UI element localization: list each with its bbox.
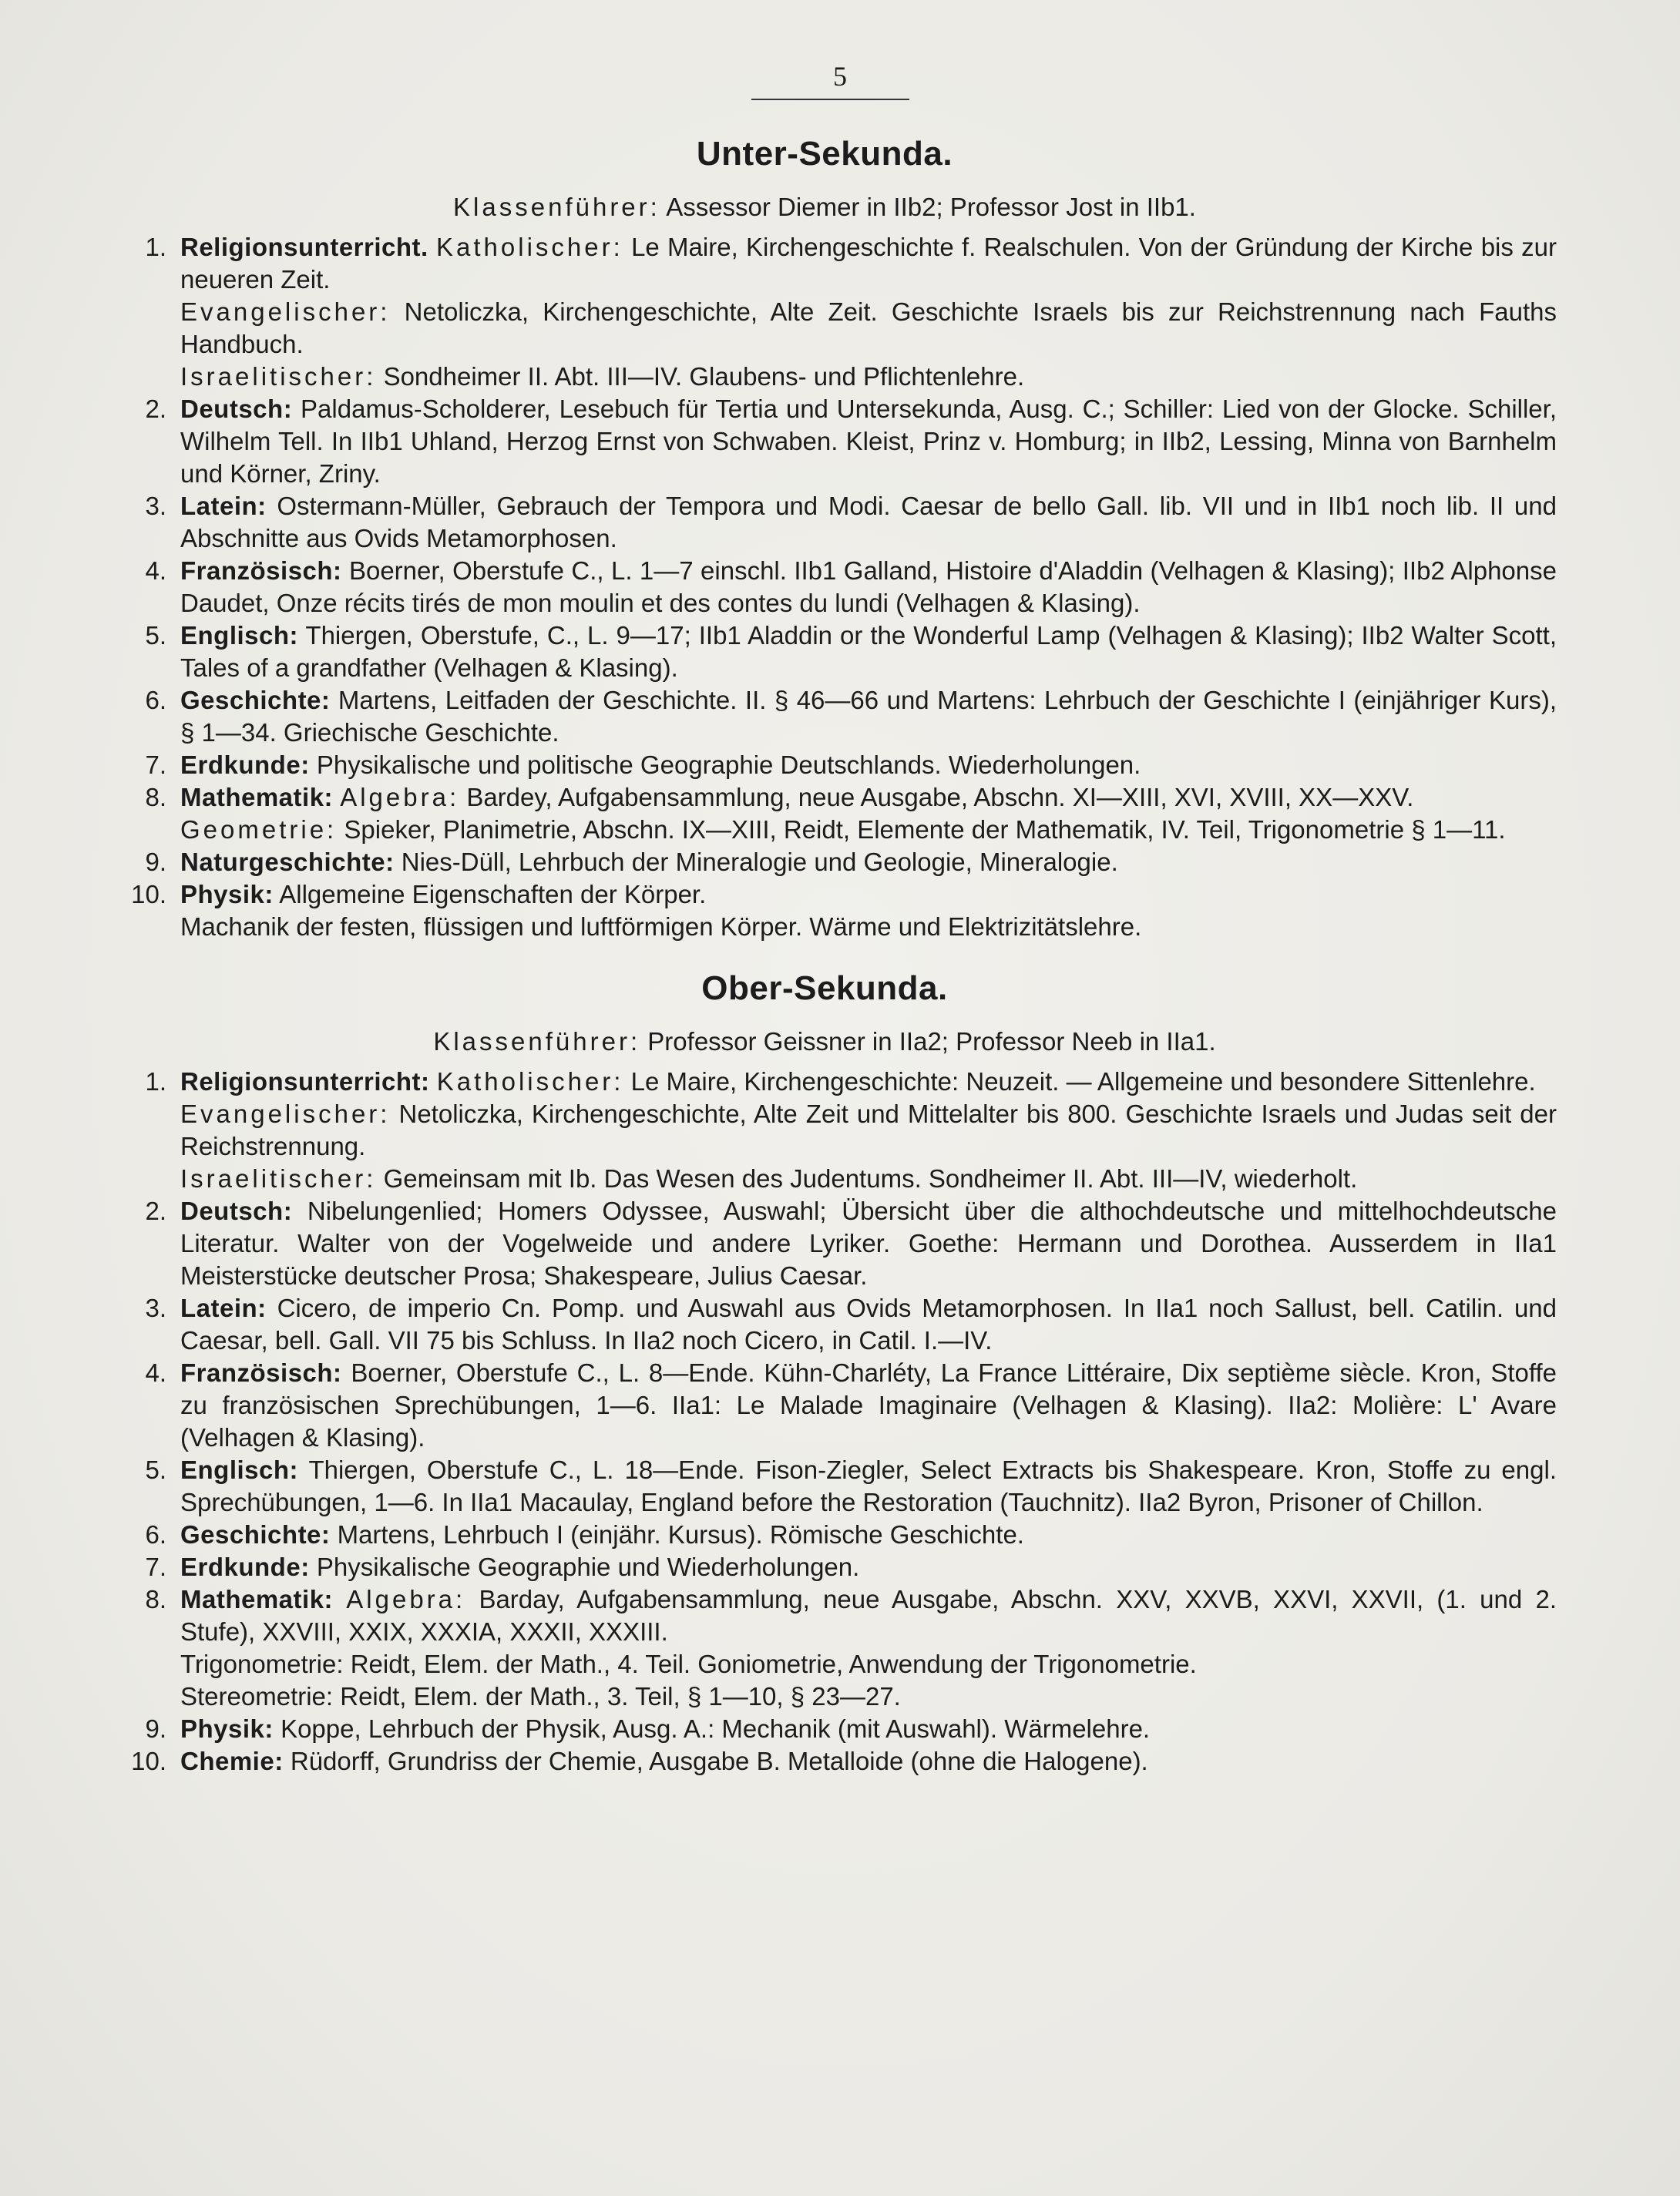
class-leaders (92, 1025, 1557, 1058)
subject-entry (92, 1713, 1557, 1745)
subject-name: Mathematik: (180, 1585, 334, 1613)
subject-paragraph (180, 1454, 1557, 1519)
subject-name: Französisch: (180, 556, 342, 585)
subject-number: 10. (131, 1747, 166, 1775)
subject-sublabel: Algebra: (346, 1585, 466, 1613)
subject-entry (92, 1551, 1557, 1583)
subject-paragraph (180, 620, 1557, 684)
subject-entry (92, 1583, 1557, 1713)
subject-entry (92, 393, 1557, 490)
subject-name: Geschichte: (180, 1520, 331, 1549)
subject-text: Netoliczka, Kirchengeschichte, Alte Zeit. Geschichte Israels bis zur Reichstrennung nach Fauths Handbuch. (180, 297, 1557, 358)
subject-sublabel: Katholischer: (436, 233, 623, 261)
subject-name: Deutsch: (180, 395, 293, 423)
subject-text: Martens, Leitfaden der Geschichte. II. § 46—66 und Martens: Lehrbuch der Geschichte I (einjähriger Kurs), § 1—34. Griechische Geschichte. (180, 686, 1557, 747)
subject-name: Erdkunde: (180, 1553, 310, 1581)
subject-name: Englisch: (180, 1456, 299, 1484)
subject-text: Le Maire, Kirchengeschichte f. Realschulen. Von der Gründung der Kirche bis zur neueren Zeit. (180, 233, 1557, 294)
page-number-rule (751, 99, 909, 100)
subject-sublabel: Katholischer: (436, 1067, 624, 1096)
subject-name: Chemie: (180, 1747, 284, 1775)
subject-entry (92, 749, 1557, 781)
subject-name: Religionsunterricht: (180, 1067, 430, 1096)
subject-text: Paldamus-Scholderer, Lesebuch für Tertia und Untersekunda, Ausg. C.; Schiller: Lied von der Glocke. Schiller, Wilhelm Tell. In IIb1 Uhland, Herzog Ernst von Schwaben. Kleist, Prinz v. Homburg; in IIb2, Lessing, Minna von Barnhelm und Körner, Zriny. (180, 395, 1557, 488)
subject-text: Bardey, Aufgabensammlung, neue Ausgabe, Abschn. XI—XIII, XVI, XVIII, XX—XXV. (466, 783, 1414, 811)
subject-name: Religionsunterricht. (180, 233, 428, 261)
subject-paragraph (180, 1066, 1557, 1098)
subject-entry (92, 490, 1557, 555)
subject-text: Nies-Düll, Lehrbuch der Mineralogie und Geologie, Mineralogie. (401, 848, 1118, 876)
subject-paragraph (180, 231, 1557, 296)
subject-paragraph (180, 1551, 1557, 1583)
subject-text: Physikalische Geographie und Wiederholungen. (316, 1553, 860, 1581)
subject-number: 5. (145, 621, 166, 650)
subject-text: Cicero, de imperio Cn. Pomp. und Auswahl aus Ovids Metamorphosen. In IIa1 noch Sallust, bell. Catilin. und Caesar, bell. Gall. VII 75 bis Schluss. In IIa2 noch Cicero, in Catil. I.—IV. (180, 1294, 1557, 1355)
subject-name: Mathematik: (180, 783, 334, 811)
subject-entry (92, 684, 1557, 749)
subject-paragraph (180, 1519, 1557, 1551)
subject-text: Thiergen, Oberstufe, C., L. 9—17; IIb1 Aladdin or the Wonderful Lamp (Velhagen & Klasing); IIb2 Walter Scott, Tales of a grandfather (Velhagen & Klasing). (180, 621, 1557, 682)
subject-paragraph (180, 878, 1557, 911)
subject-name: Physik: (180, 880, 274, 908)
subject-number: 4. (145, 1358, 166, 1387)
subject-paragraph (180, 1713, 1557, 1745)
subject-sublabel: Evangelischer: (180, 297, 391, 326)
subject-entry (92, 620, 1557, 684)
subject-paragraph (180, 1745, 1557, 1778)
subject-text: Ostermann-Müller, Gebrauch der Tempora und Modi. Caesar de bello Gall. lib. VII und in IIb1 noch lib. II und Abschnitte aus Ovids Metamorphosen. (180, 492, 1557, 552)
class-leaders-label: Klassenführer: (453, 193, 660, 221)
subject-number: 1. (145, 233, 166, 261)
subject-text: Boerner, Oberstufe C., L. 1—7 einschl. IIb1 Galland, Histoire d'Aladdin (Velhagen & Klasing); IIb2 Alphonse Daudet, Onze récits tirés de mon moulin et des contes du lundi (Velhagen & Klasing). (180, 556, 1557, 617)
subject-number: 6. (145, 1520, 166, 1549)
subject-sublabel: Israelitischer: (180, 1164, 377, 1193)
class-leaders-text: Professor Geissner in IIa2; Professor Neeb in IIa1. (647, 1027, 1216, 1056)
subject-text: Le Maire, Kirchengeschichte: Neuzeit. — Allgemeine und besondere Sittenlehre. (630, 1067, 1536, 1096)
subject-text: Martens, Lehrbuch I (einjähr. Kursus). Römische Geschichte. (337, 1520, 1024, 1549)
subject-paragraph (180, 846, 1557, 878)
subject-entry (92, 1292, 1557, 1357)
subject-name: Naturgeschichte: (180, 848, 395, 876)
subject-entry (92, 1066, 1557, 1195)
subject-number: 8. (145, 783, 166, 811)
subject-text: Stereometrie: Reidt, Elem. der Math., 3. Teil, § 1—10, § 23—27. (180, 1682, 901, 1711)
subject-entry (92, 1745, 1557, 1778)
subject-paragraph (180, 1098, 1557, 1163)
subject-paragraph (180, 749, 1557, 781)
subject-text: Gemeinsam mit Ib. Das Wesen des Judentums. Sondheimer II. Abt. III—IV, wiederholt. (383, 1164, 1358, 1193)
subject-entry (92, 1195, 1557, 1292)
subject-name: Erdkunde: (180, 750, 310, 779)
subject-paragraph (180, 361, 1557, 393)
subject-number: 7. (145, 1553, 166, 1581)
class-leaders (92, 190, 1557, 223)
subject-paragraph (180, 1292, 1557, 1357)
subject-entry (92, 555, 1557, 620)
subject-number: 8. (145, 1585, 166, 1613)
subject-paragraph (180, 490, 1557, 555)
subject-text: Allgemeine Eigenschaften der Körper. (279, 880, 707, 908)
section-title: Ober-Sekunda. (701, 969, 948, 1007)
subject-number: 3. (145, 1294, 166, 1322)
subject-paragraph (180, 781, 1557, 814)
subject-number: 9. (145, 1714, 166, 1743)
subject-entry (92, 1454, 1557, 1519)
subject-text: Trigonometrie: Reidt, Elem. der Math., 4. Teil. Goniometrie, Anwendung der Trigonometrie. (180, 1650, 1197, 1678)
subject-text: Machanik der festen, flüssigen und luftförmigen Körper. Wärme und Elektrizitätslehre. (180, 912, 1142, 941)
subject-name: Latein: (180, 1294, 267, 1322)
subject-sublabel: Geometrie: (180, 815, 338, 844)
subject-sublabel: Evangelischer: (180, 1100, 391, 1128)
subject-number: 3. (145, 492, 166, 520)
subject-paragraph (180, 814, 1557, 846)
subject-text: Koppe, Lehrbuch der Physik, Ausg. A.: Mechanik (mit Auswahl). Wärmelehre. (281, 1714, 1151, 1743)
class-leaders-label: Klassenführer: (433, 1027, 641, 1056)
subject-text: Thiergen, Oberstufe C., L. 18—Ende. Fison-Ziegler, Select Extracts bis Shakespeare. Kron, Stoffe zu engl. Sprechübungen, 1—6. In IIa1 Macaulay, England before the Restoration (Tauchnitz). IIa2 Byron, Prisoner of Chillon. (180, 1456, 1557, 1516)
subject-number: 5. (145, 1456, 166, 1484)
document-body (92, 135, 1557, 1778)
subject-entry (92, 846, 1557, 878)
subject-name: Französisch: (180, 1358, 342, 1387)
subject-paragraph (180, 1357, 1557, 1454)
subject-paragraph (180, 684, 1557, 749)
subject-paragraph (180, 1583, 1557, 1648)
subject-entry (92, 1519, 1557, 1551)
subject-name: Latein: (180, 492, 267, 520)
subject-paragraph (180, 393, 1557, 490)
subject-paragraph (180, 1195, 1557, 1292)
subject-number: 9. (145, 848, 166, 876)
subject-sublabel: Algebra: (340, 783, 460, 811)
subject-paragraph (180, 1163, 1557, 1195)
subject-text: Boerner, Oberstufe C., L. 8—Ende. Kühn-Charléty, La France Littéraire, Dix septième siècle. Kron, Stoffe zu französischen Sprechübungen, 1—6. IIa1: Le Malade Imaginaire (Velhagen & Klasing). IIa2: Molière: L' Avare (Velhagen & Klasing). (180, 1358, 1557, 1452)
subject-number: 4. (145, 556, 166, 585)
class-leaders-text: Assessor Diemer in IIb2; Professor Jost in IIb1. (666, 193, 1196, 221)
subject-text: Physikalische und politische Geographie Deutschlands. Wiederholungen. (316, 750, 1141, 779)
page-number: 5 (833, 61, 847, 92)
subject-number: 1. (145, 1067, 166, 1096)
subject-entry (92, 781, 1557, 846)
subject-name: Deutsch: (180, 1197, 293, 1225)
subject-text: Spieker, Planimetrie, Abschn. IX—XIII, Reidt, Elemente der Mathematik, IV. Teil, Trigonometrie § 1—11. (344, 815, 1506, 844)
subject-sublabel: Israelitischer: (180, 362, 377, 391)
subject-number: 2. (145, 1197, 166, 1225)
subject-name: Geschichte: (180, 686, 331, 714)
subject-paragraph (180, 911, 1557, 943)
subject-paragraph (180, 296, 1557, 361)
subject-text: Nibelungenlied; Homers Odyssee, Auswahl; Übersicht über die althochdeutsche und mittelhochdeutsche Literatur. Walter von der Vogelweide und andere Lyriker. Goethe: Hermann und Dorothea. Ausserdem in IIa1 Meisterstücke deutscher Prosa; Shakespeare, Julius Caesar. (180, 1197, 1557, 1290)
subject-text: Barday, Aufgabensammlung, neue Ausgabe, Abschn. XXV, XXVB, XXVI, XXVII, (1. und 2. Stufe), XXVIII, XXIX, XXXIA, XXXII, XXXIII. (180, 1585, 1557, 1646)
subject-paragraph (180, 1648, 1557, 1681)
subject-entry (92, 1357, 1557, 1454)
subject-number: 7. (145, 750, 166, 779)
subject-number: 2. (145, 395, 166, 423)
subject-text: Sondheimer II. Abt. III—IV. Glaubens- und Pflichtenlehre. (383, 362, 1025, 391)
subject-entry (92, 231, 1557, 393)
subject-name: Englisch: (180, 621, 299, 650)
subject-text: Rüdorff, Grundriss der Chemie, Ausgabe B. Metalloide (ohne die Halogene). (290, 1747, 1148, 1775)
subject-number: 6. (145, 686, 166, 714)
subject-number: 10. (131, 880, 166, 908)
subject-entry (92, 878, 1557, 943)
subject-text: Netoliczka, Kirchengeschichte, Alte Zeit und Mittelalter bis 800. Geschichte Israels und Judas seit der Reichstrennung. (180, 1100, 1557, 1160)
subject-paragraph (180, 555, 1557, 620)
subject-paragraph (180, 1681, 1557, 1713)
subject-name: Physik: (180, 1714, 274, 1743)
section-title: Unter-Sekunda. (696, 135, 953, 173)
